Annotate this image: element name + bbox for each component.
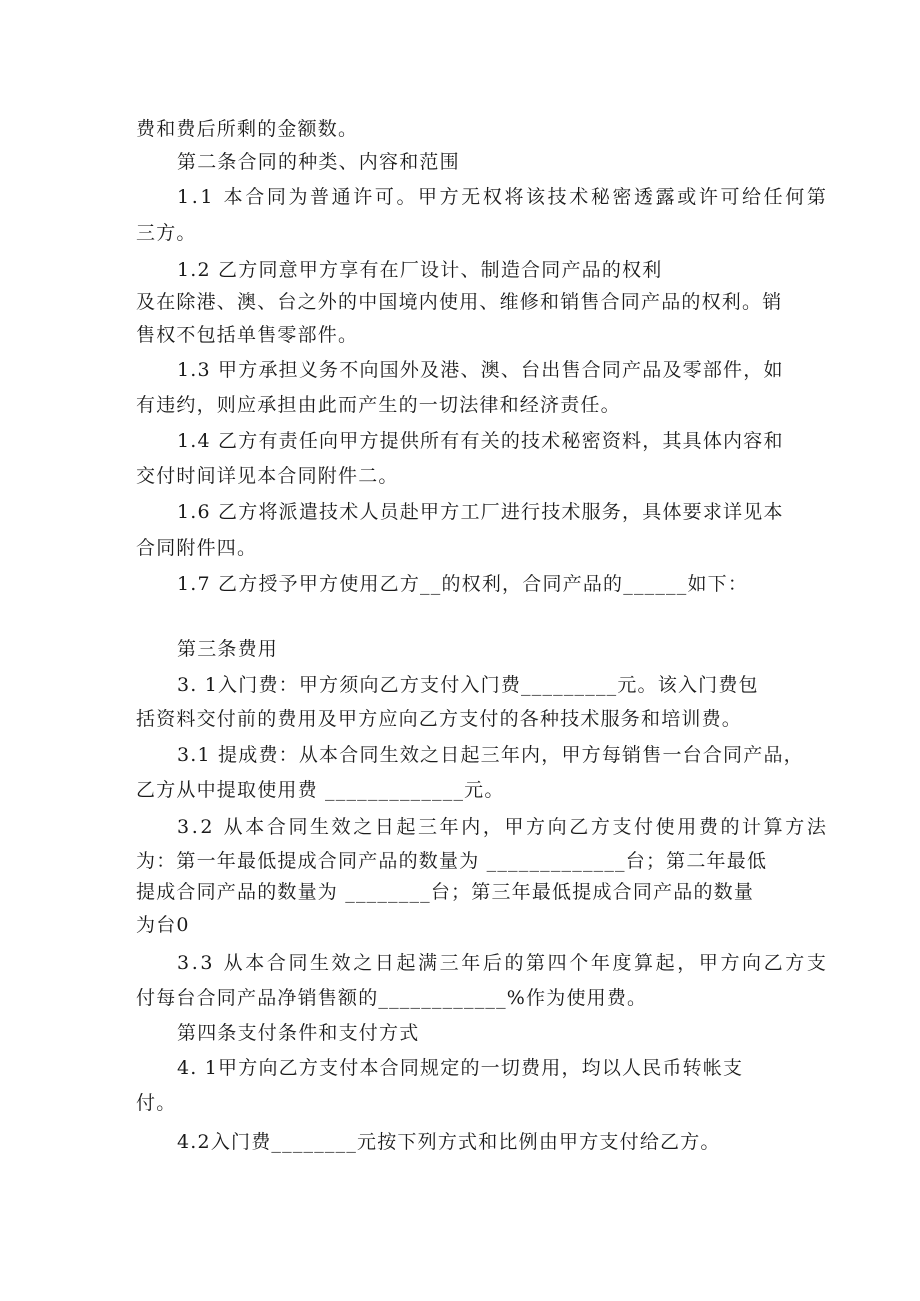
clause-4-2: 4.2入门费________元按下列方式和比例由甲方支付给乙方。 [177, 1131, 721, 1153]
clause-1-7: 1.7 乙方授予甲方使用乙方__的权利，合同产品的______如下： [177, 573, 749, 595]
text-line-7: 售权不包括单售零部件。 [136, 324, 359, 346]
clause-3-1-commission: 3.1 提成费：从本合同生效之日起三年内，甲方每销售一台合同产品， [177, 744, 804, 766]
section-heading-2: 第二条合同的种类、内容和范围 [177, 151, 460, 173]
clause-1-6: 1.6 乙方将派遣技术人员赴甲方工厂进行技术服务，具体要求详见本 [177, 501, 784, 523]
clause-1-2: 1.2 乙方同意甲方享有在厂设计、制造合同产品的权利 [177, 259, 663, 281]
text-line-17: 括资料交付前的费用及甲方应向乙方支付的各种技术服务和培训费。 [136, 708, 743, 730]
section-heading-4: 第四条支付条件和支付方式 [177, 1022, 420, 1044]
text-line-1: 费和费后所剩的金额数。 [136, 118, 359, 140]
text-line-4: 三方。 [136, 222, 197, 244]
clause-1-1: 1.1 本合同为普通许可。甲方无权将该技术秘密透露或许可给任何第 [177, 186, 829, 208]
clause-1-4: 1.4 乙方有责任向甲方提供所有有关的技术秘密资料，其具体内容和 [177, 430, 784, 452]
text-line-22: 提成合同产品的数量为 ________台；第三年最低提成合同产品的数量 [136, 881, 755, 903]
text-line-23: 为台0 [136, 914, 190, 936]
section-heading-3: 第三条费用 [177, 638, 279, 660]
text-line-25: 付每台合同产品净销售额的____________%作为使用费。 [136, 987, 648, 1009]
clause-4-1: 4. 1甲方向乙方支付本合同规定的一切费用，均以人民币转帐支 [177, 1057, 744, 1079]
text-line-6: 及在除港、澳、台之外的中国境内使用、维修和销售合同产品的权利。销 [136, 291, 783, 313]
clause-3-2: 3.2 从本合同生效之日起三年内，甲方向乙方支付使用费的计算方法 [177, 816, 829, 838]
clause-3-1-fee: 3. 1入门费：甲方须向乙方支付入门费_________元。该入门费包 [177, 674, 759, 696]
text-line-11: 交付时间详见本合同附件二。 [136, 465, 399, 487]
text-line-21: 为：第一年最低提成合同产品的数量为 _____________台；第二年最低 [136, 850, 768, 872]
text-line-13: 合同附件四。 [136, 537, 258, 559]
clause-1-3: 1.3 甲方承担义务不向国外及港、澳、台出售合同产品及零部件，如 [177, 359, 784, 381]
clause-3-3: 3.3 从本合同生效之日起满三年后的第四个年度算起，甲方向乙方支 [177, 952, 829, 974]
text-line-19: 乙方从中提取使用费 _____________元。 [136, 779, 505, 801]
text-line-9: 有违约，则应承担由此而产生的一切法律和经济责任。 [136, 394, 621, 416]
text-line-28: 付。 [136, 1092, 177, 1114]
